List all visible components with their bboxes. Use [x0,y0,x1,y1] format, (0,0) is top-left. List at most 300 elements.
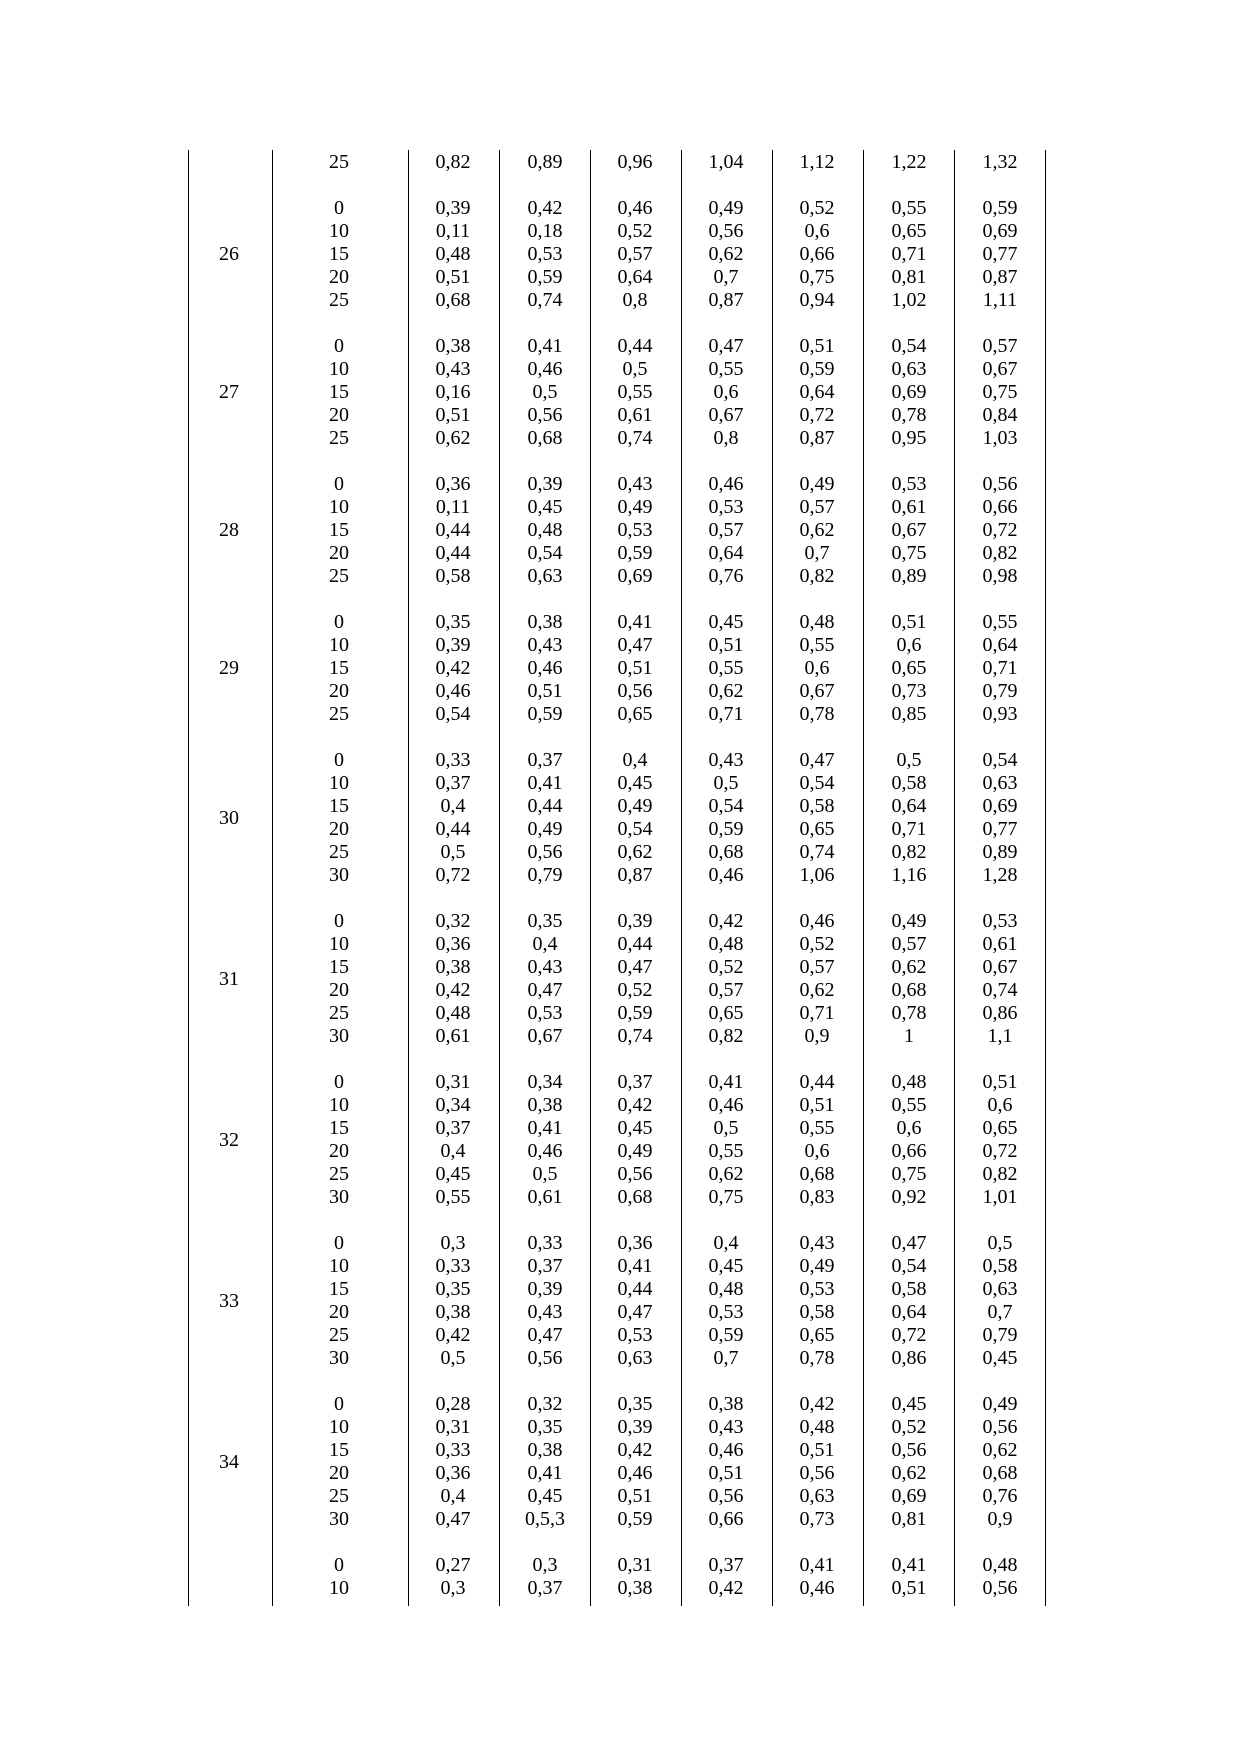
angle-cell: 30 [329,1025,349,1047]
value-cell: 0,6 [713,381,739,403]
angle-cell: 0 [334,910,344,932]
value-cell: 0,44 [617,1278,653,1300]
value-cell: 0,61 [527,1186,563,1208]
value-cell: 0,54 [891,1255,927,1277]
angle-cell: 25 [329,565,349,587]
angle-cell: 10 [329,634,349,656]
value-cell: 0,49 [527,818,563,840]
value-cell: 0,43 [799,1232,835,1254]
value-cell: 0,49 [891,910,927,932]
group-label: 32 [219,1128,239,1151]
value-cell: 0,89 [891,565,927,587]
value-cell: 0,5 [532,1163,558,1185]
value-cell: 0,36 [435,473,471,495]
value-cell: 0,78 [799,703,835,725]
value-cell: 0,54 [982,749,1018,771]
value-cell: 0,55 [891,197,927,219]
column-rule [408,150,409,1606]
value-cell: 0,38 [435,956,471,978]
angle-cell: 0 [334,197,344,219]
value-cell: 0,76 [982,1485,1018,1507]
value-cell: 0,42 [435,979,471,1001]
value-cell: 0,48 [435,1002,471,1024]
value-cell: 0,31 [435,1071,471,1093]
value-cell: 0,75 [708,1186,744,1208]
value-cell: 0,49 [799,473,835,495]
angle-cell: 20 [329,1462,349,1484]
angle-cell: 25 [329,1485,349,1507]
value-cell: 0,37 [527,749,563,771]
value-cell: 0,82 [435,151,471,173]
column-rule [499,150,500,1606]
value-cell: 0,57 [799,956,835,978]
value-cell: 0,41 [527,335,563,357]
value-cell: 0,65 [891,657,927,679]
value-cell: 0,44 [617,933,653,955]
angle-cell: 20 [329,266,349,288]
value-cell: 0,62 [708,680,744,702]
value-cell: 0,6 [804,220,830,242]
value-cell: 0,18 [527,220,563,242]
value-cell: 0,62 [891,1462,927,1484]
value-cell: 0,61 [982,933,1018,955]
value-cell: 0,74 [799,841,835,863]
angle-cell: 15 [329,243,349,265]
value-cell: 0,65 [799,818,835,840]
value-cell: 0,74 [617,1025,653,1047]
value-cell: 0,84 [982,404,1018,426]
angle-cell: 15 [329,1439,349,1461]
value-cell: 0,67 [982,956,1018,978]
angle-cell: 25 [329,427,349,449]
value-cell: 0,54 [435,703,471,725]
value-cell: 0,82 [799,565,835,587]
value-cell: 0,36 [617,1232,653,1254]
value-cell: 0,68 [799,1163,835,1185]
value-cell: 0,57 [799,496,835,518]
value-cell: 0,53 [708,1301,744,1323]
value-cell: 1,03 [982,427,1018,449]
value-cell: 0,33 [435,1439,471,1461]
value-cell: 0,47 [617,634,653,656]
value-cell: 0,66 [799,243,835,265]
value-cell: 0,56 [982,1577,1018,1599]
angle-cell: 0 [334,749,344,771]
value-cell: 0,59 [617,1508,653,1530]
value-cell: 0,43 [527,956,563,978]
value-cell: 0,81 [891,1508,927,1530]
value-cell: 0,62 [799,979,835,1001]
value-cell: 0,53 [527,243,563,265]
value-cell: 0,75 [799,266,835,288]
value-cell: 0,44 [799,1071,835,1093]
value-cell: 0,51 [799,1094,835,1116]
value-cell: 0,49 [982,1393,1018,1415]
value-cell: 0,38 [435,335,471,357]
value-cell: 0,45 [435,1163,471,1185]
angle-cell: 0 [334,335,344,357]
value-cell: 1,06 [799,864,835,886]
angle-cell: 15 [329,1117,349,1139]
value-cell: 0,4 [622,749,648,771]
value-cell: 0,49 [708,197,744,219]
value-cell: 0,59 [617,542,653,564]
value-cell: 0,42 [708,910,744,932]
value-cell: 0,37 [617,1071,653,1093]
value-cell: 0,9 [987,1508,1013,1530]
value-cell: 0,87 [617,864,653,886]
value-cell: 0,58 [891,772,927,794]
value-cell: 0,54 [799,772,835,794]
value-cell: 0,5 [532,381,558,403]
value-cell: 0,57 [708,979,744,1001]
angle-cell: 25 [329,703,349,725]
value-cell: 0,39 [527,1278,563,1300]
value-cell: 0,65 [708,1002,744,1024]
value-cell: 0,43 [708,749,744,771]
group-label: 29 [219,657,239,679]
value-cell: 0,53 [617,519,653,541]
value-cell: 0,47 [799,749,835,771]
column-rule [272,150,273,1606]
angle-cell: 20 [329,1301,349,1323]
value-cell: 0,41 [617,611,653,633]
value-cell: 0,86 [982,1002,1018,1024]
angle-cell: 25 [329,1002,349,1024]
value-cell: 0,56 [799,1462,835,1484]
value-cell: 0,75 [891,542,927,564]
value-cell: 0,47 [527,1324,563,1346]
value-cell: 0,46 [708,1094,744,1116]
value-cell: 0,68 [891,979,927,1001]
value-cell: 0,33 [435,749,471,771]
value-cell: 0,67 [527,1025,563,1047]
value-cell: 0,48 [435,243,471,265]
value-cell: 0,74 [982,979,1018,1001]
value-cell: 0,39 [617,910,653,932]
value-cell: 0,41 [527,772,563,794]
value-cell: 0,38 [527,1439,563,1461]
value-cell: 0,41 [617,1255,653,1277]
value-cell: 0,67 [799,680,835,702]
value-cell: 0,48 [799,611,835,633]
value-cell: 0,38 [617,1577,653,1599]
value-cell: 0,54 [891,335,927,357]
value-cell: 0,51 [708,634,744,656]
value-cell: 0,56 [617,680,653,702]
value-cell: 0,5 [896,749,922,771]
value-cell: 0,72 [435,864,471,886]
value-cell: 0,51 [708,1462,744,1484]
value-cell: 0,44 [435,818,471,840]
value-cell: 0,5,3 [525,1508,565,1530]
angle-cell: 10 [329,358,349,380]
value-cell: 0,11 [435,496,471,518]
value-cell: 0,51 [799,335,835,357]
value-cell: 0,35 [435,1278,471,1300]
value-cell: 0,82 [982,1163,1018,1185]
angle-cell: 0 [334,611,344,633]
value-cell: 0,46 [527,1140,563,1162]
value-cell: 0,86 [891,1347,927,1369]
column-rule [863,150,864,1606]
value-cell: 0,66 [982,496,1018,518]
value-cell: 0,38 [527,611,563,633]
value-cell: 0,45 [617,772,653,794]
value-cell: 0,41 [708,1071,744,1093]
value-cell: 0,7 [713,266,739,288]
value-cell: 0,72 [982,1140,1018,1162]
value-cell: 0,71 [799,1002,835,1024]
angle-cell: 15 [329,657,349,679]
value-cell: 0,82 [891,841,927,863]
value-cell: 0,36 [435,933,471,955]
angle-cell: 30 [329,1347,349,1369]
value-cell: 0,38 [708,1393,744,1415]
group-label: 28 [219,519,239,541]
value-cell: 0,78 [799,1347,835,1369]
value-cell: 0,33 [435,1255,471,1277]
value-cell: 0,42 [435,657,471,679]
value-cell: 0,51 [617,1485,653,1507]
value-cell: 0,42 [708,1577,744,1599]
value-cell: 0,32 [435,910,471,932]
value-cell: 0,32 [527,1393,563,1415]
value-cell: 0,44 [435,542,471,564]
value-cell: 0,46 [527,657,563,679]
value-cell: 0,55 [799,1117,835,1139]
angle-cell: 0 [334,1071,344,1093]
value-cell: 0,54 [708,795,744,817]
value-cell: 0,98 [982,565,1018,587]
value-cell: 0,48 [982,1554,1018,1576]
value-cell: 0,73 [891,680,927,702]
value-cell: 0,56 [982,1416,1018,1438]
value-cell: 0,62 [799,519,835,541]
value-cell: 0,52 [799,197,835,219]
angle-cell: 10 [329,933,349,955]
value-cell: 0,63 [617,1347,653,1369]
value-cell: 0,47 [708,335,744,357]
value-cell: 0,63 [527,565,563,587]
value-cell: 0,83 [799,1186,835,1208]
value-cell: 0,37 [527,1255,563,1277]
angle-cell: 30 [329,864,349,886]
value-cell: 0,5 [440,1347,466,1369]
value-cell: 0,53 [617,1324,653,1346]
value-cell: 0,57 [708,519,744,541]
angle-cell: 10 [329,496,349,518]
value-cell: 0,95 [891,427,927,449]
value-cell: 0,64 [891,795,927,817]
value-cell: 1 [904,1025,914,1047]
angle-cell: 15 [329,956,349,978]
value-cell: 0,54 [527,542,563,564]
value-cell: 0,58 [982,1255,1018,1277]
group-label: 30 [219,806,239,829]
angle-cell: 15 [329,519,349,541]
value-cell: 0,57 [891,933,927,955]
value-cell: 0,37 [435,772,471,794]
value-cell: 0,46 [708,1439,744,1461]
value-cell: 0,39 [435,634,471,656]
angle-cell: 10 [329,1094,349,1116]
value-cell: 0,43 [435,358,471,380]
value-cell: 0,42 [799,1393,835,1415]
value-cell: 0,58 [435,565,471,587]
angle-cell: 0 [334,1554,344,1576]
value-cell: 0,37 [708,1554,744,1576]
value-cell: 0,63 [891,358,927,380]
angle-cell: 30 [329,1508,349,1530]
value-cell: 0,55 [435,1186,471,1208]
value-cell: 0,68 [617,1186,653,1208]
column-rule [1045,150,1046,1606]
value-cell: 0,4 [532,933,558,955]
value-cell: 0,92 [891,1186,927,1208]
value-cell: 0,79 [527,864,563,886]
angle-cell: 20 [329,1140,349,1162]
value-cell: 0,36 [435,1462,471,1484]
value-cell: 0,76 [708,565,744,587]
value-cell: 0,61 [435,1025,471,1047]
value-cell: 0,63 [982,772,1018,794]
value-cell: 0,45 [527,496,563,518]
value-cell: 1,28 [982,864,1018,886]
value-cell: 0,65 [617,703,653,725]
value-cell: 0,57 [982,335,1018,357]
angle-cell: 15 [329,1278,349,1300]
value-cell: 1,01 [982,1186,1018,1208]
value-cell: 0,78 [891,404,927,426]
value-cell: 0,75 [982,381,1018,403]
value-cell: 1,32 [982,151,1018,173]
value-cell: 0,59 [617,1002,653,1024]
value-cell: 0,42 [435,1324,471,1346]
value-cell: 0,58 [799,1301,835,1323]
value-cell: 0,71 [891,243,927,265]
value-cell: 0,41 [527,1117,563,1139]
group-label: 26 [219,243,239,265]
value-cell: 0,54 [617,818,653,840]
value-cell: 0,96 [617,151,653,173]
value-cell: 1,02 [891,289,927,311]
value-cell: 0,52 [617,220,653,242]
value-cell: 0,59 [527,703,563,725]
value-cell: 0,35 [527,1416,563,1438]
value-cell: 0,6 [804,1140,830,1162]
value-cell: 0,93 [982,703,1018,725]
value-cell: 0,55 [708,358,744,380]
angle-cell: 15 [329,795,349,817]
value-cell: 0,51 [435,266,471,288]
value-cell: 0,67 [708,404,744,426]
value-cell: 0,59 [708,818,744,840]
value-cell: 0,55 [982,611,1018,633]
value-cell: 0,87 [982,266,1018,288]
value-cell: 0,55 [891,1094,927,1116]
value-cell: 0,44 [435,519,471,541]
value-cell: 0,48 [799,1416,835,1438]
angle-cell: 10 [329,1577,349,1599]
value-cell: 0,61 [617,404,653,426]
value-cell: 0,3 [532,1554,558,1576]
value-cell: 0,71 [982,657,1018,679]
value-cell: 0,45 [982,1347,1018,1369]
angle-cell: 25 [329,289,349,311]
value-cell: 0,82 [708,1025,744,1047]
value-cell: 0,8 [713,427,739,449]
value-cell: 0,55 [708,1140,744,1162]
value-cell: 0,4 [440,1140,466,1162]
value-cell: 0,7 [713,1347,739,1369]
value-cell: 0,39 [435,197,471,219]
value-cell: 0,94 [799,289,835,311]
angle-cell: 20 [329,680,349,702]
value-cell: 0,5 [987,1232,1013,1254]
value-cell: 0,5 [622,358,648,380]
column-rule [772,150,773,1606]
group-label: 34 [219,1450,239,1473]
value-cell: 0,55 [708,657,744,679]
value-cell: 0,52 [708,956,744,978]
value-cell: 0,66 [891,1140,927,1162]
value-cell: 0,16 [435,381,471,403]
value-cell: 0,49 [617,1140,653,1162]
value-cell: 0,51 [527,680,563,702]
value-cell: 0,51 [891,1577,927,1599]
column-rule [188,150,189,1606]
value-cell: 1,16 [891,864,927,886]
value-cell: 0,56 [708,220,744,242]
value-cell: 0,46 [799,1577,835,1599]
value-cell: 1,12 [799,151,835,173]
angle-cell: 10 [329,1416,349,1438]
value-cell: 0,46 [708,864,744,886]
value-cell: 0,74 [527,289,563,311]
value-cell: 0,47 [617,956,653,978]
value-cell: 0,87 [799,427,835,449]
value-cell: 0,51 [982,1071,1018,1093]
value-cell: 0,3 [440,1232,466,1254]
value-cell: 0,31 [617,1554,653,1576]
value-cell: 0,7 [987,1301,1013,1323]
column-rule [681,150,682,1606]
value-cell: 0,5 [440,841,466,863]
value-cell: 0,28 [435,1393,471,1415]
value-cell: 0,43 [708,1416,744,1438]
angle-cell: 25 [329,841,349,863]
value-cell: 0,64 [982,634,1018,656]
value-cell: 0,69 [982,220,1018,242]
value-cell: 0,56 [527,1347,563,1369]
value-cell: 0,53 [527,1002,563,1024]
value-cell: 0,44 [527,795,563,817]
value-cell: 0,42 [527,197,563,219]
value-cell: 0,62 [617,841,653,863]
angle-cell: 20 [329,404,349,426]
value-cell: 0,59 [982,197,1018,219]
value-cell: 0,75 [891,1163,927,1185]
value-cell: 0,56 [708,1485,744,1507]
group-label: 33 [219,1289,239,1312]
value-cell: 0,47 [435,1508,471,1530]
value-cell: 0,5 [713,772,739,794]
value-cell: 0,68 [708,841,744,863]
value-cell: 0,51 [891,611,927,633]
value-cell: 0,74 [617,427,653,449]
value-cell: 0,45 [617,1117,653,1139]
